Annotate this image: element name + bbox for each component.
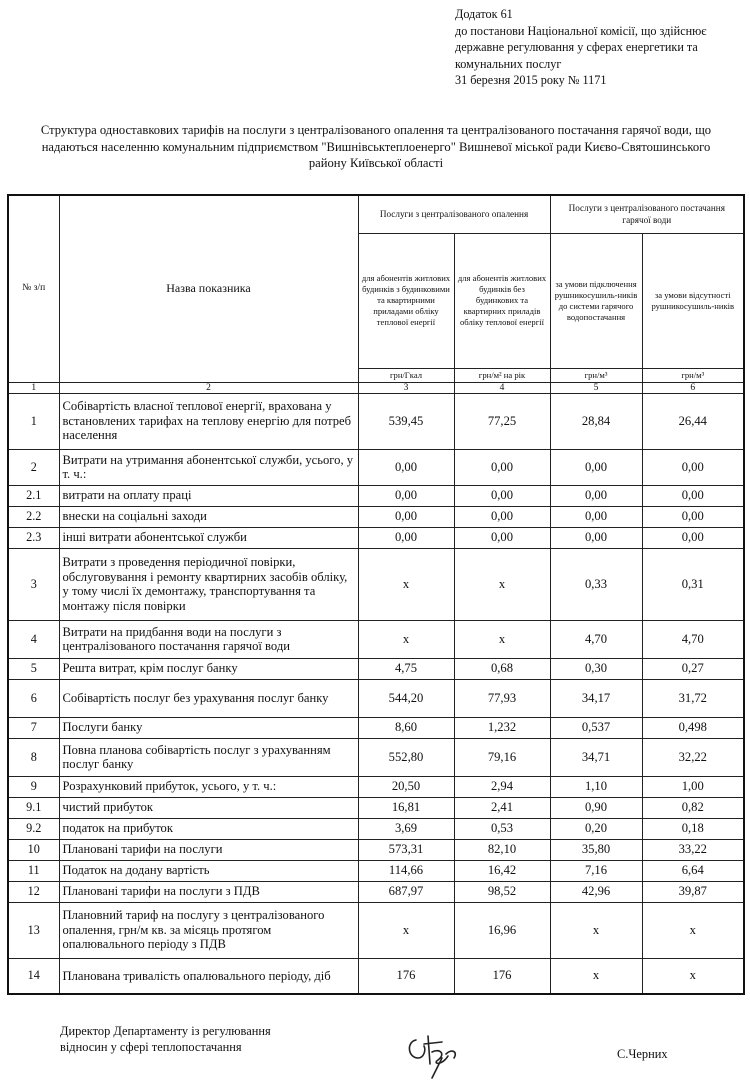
annex-block xyxy=(455,6,745,89)
value-hotwater-with-dryers: 34,71 xyxy=(550,738,642,776)
row-indicator-name: чистий прибуток xyxy=(59,797,358,818)
value-heating-unmetered: 2,94 xyxy=(454,776,550,797)
row-number: 14 xyxy=(8,958,59,994)
column-number: 4 xyxy=(454,382,550,393)
value-heating-unmetered: 0,00 xyxy=(454,449,550,485)
table-row xyxy=(8,548,744,620)
row-number: 4 xyxy=(8,620,59,658)
value-heating-metered: 552,80 xyxy=(358,738,454,776)
value-hotwater-without-dryers: 32,22 xyxy=(642,738,744,776)
value-hotwater-without-dryers: 26,44 xyxy=(642,393,744,449)
column-number: 1 xyxy=(8,382,59,393)
row-indicator-name: Собівартість послуг без урахування послуг банку xyxy=(59,679,358,717)
column-number: 3 xyxy=(358,382,454,393)
value-hotwater-without-dryers: 0,00 xyxy=(642,485,744,506)
value-hotwater-with-dryers: 0,20 xyxy=(550,818,642,839)
value-hotwater-without-dryers: 6,64 xyxy=(642,860,744,881)
row-number: 13 xyxy=(8,902,59,958)
signature-title-line-1: Директор Департаменту із регулювання xyxy=(60,1024,271,1038)
table-row xyxy=(8,776,744,797)
header-sub-5: за умови підключення рушникосушиль-ників до системи гарячого водопостачання xyxy=(550,233,642,368)
row-number: 8 xyxy=(8,738,59,776)
row-number: 10 xyxy=(8,839,59,860)
value-hotwater-with-dryers: 0,537 xyxy=(550,717,642,738)
table-row xyxy=(8,839,744,860)
row-number: 12 xyxy=(8,881,59,902)
value-heating-metered: x xyxy=(358,548,454,620)
value-hotwater-without-dryers: 31,72 xyxy=(642,679,744,717)
row-indicator-name: податок на прибуток xyxy=(59,818,358,839)
row-number: 2 xyxy=(8,449,59,485)
row-indicator-name: Плановані тарифи на послуги xyxy=(59,839,358,860)
value-heating-metered: 573,31 xyxy=(358,839,454,860)
row-indicator-name: Витрати на утримання абонентської служби, усього, у т. ч.: xyxy=(59,449,358,485)
row-indicator-name: Плановані тарифи на послуги з ПДВ xyxy=(59,881,358,902)
value-hotwater-with-dryers: 42,96 xyxy=(550,881,642,902)
value-heating-metered: 4,75 xyxy=(358,658,454,679)
value-heating-metered: 539,45 xyxy=(358,393,454,449)
value-heating-metered: 8,60 xyxy=(358,717,454,738)
value-hotwater-with-dryers: 0,90 xyxy=(550,797,642,818)
table-row xyxy=(8,881,744,902)
row-number: 2.2 xyxy=(8,506,59,527)
value-heating-metered: 20,50 xyxy=(358,776,454,797)
column-number-row xyxy=(8,382,744,393)
table-row xyxy=(8,485,744,506)
row-indicator-name: Послуги банку xyxy=(59,717,358,738)
value-hotwater-with-dryers: 0,00 xyxy=(550,506,642,527)
row-indicator-name: Повна планова собівартість послуг з урахуванням послуг банку xyxy=(59,738,358,776)
header-col-num: № з/п xyxy=(8,195,59,382)
table-row xyxy=(8,860,744,881)
value-hotwater-without-dryers: 4,70 xyxy=(642,620,744,658)
table-row xyxy=(8,902,744,958)
row-number: 2.1 xyxy=(8,485,59,506)
header-unit-5: грн/м³ xyxy=(550,368,642,382)
title-line-3: району Київської області xyxy=(308,156,444,170)
value-heating-unmetered: 2,41 xyxy=(454,797,550,818)
value-hotwater-with-dryers: 4,70 xyxy=(550,620,642,658)
value-heating-metered: 0,00 xyxy=(358,506,454,527)
row-indicator-name: Планована тривалість опалювального періоду, діб xyxy=(59,958,358,994)
value-heating-unmetered: x xyxy=(454,548,550,620)
value-hotwater-without-dryers: 39,87 xyxy=(642,881,744,902)
value-heating-metered: 0,00 xyxy=(358,449,454,485)
row-indicator-name: Собівартість власної теплової енергії, врахована у встановлених тарифах на теплову енергію для потреб населення xyxy=(59,393,358,449)
value-heating-metered: 176 xyxy=(358,958,454,994)
header-group-heating: Послуги з централізованого опалення xyxy=(358,195,550,233)
value-hotwater-without-dryers: 0,31 xyxy=(642,548,744,620)
value-hotwater-without-dryers: 0,27 xyxy=(642,658,744,679)
value-heating-unmetered: 176 xyxy=(454,958,550,994)
column-number: 5 xyxy=(550,382,642,393)
row-number: 5 xyxy=(8,658,59,679)
table-row xyxy=(8,797,744,818)
row-number: 2.3 xyxy=(8,527,59,548)
value-heating-unmetered: 0,53 xyxy=(454,818,550,839)
header-sub-4: для абонентів житлових будинків без будинкових та квартирних приладів обліку теплової енергії xyxy=(454,233,550,368)
value-heating-unmetered: x xyxy=(454,620,550,658)
value-heating-metered: 0,00 xyxy=(358,527,454,548)
value-hotwater-without-dryers: 0,00 xyxy=(642,506,744,527)
row-number: 9 xyxy=(8,776,59,797)
value-heating-metered: 544,20 xyxy=(358,679,454,717)
value-heating-unmetered: 77,25 xyxy=(454,393,550,449)
value-hotwater-without-dryers: 33,22 xyxy=(642,839,744,860)
annex-line-3: державне регулювання у сферах енергетики та xyxy=(455,40,698,54)
row-number: 6 xyxy=(8,679,59,717)
value-hotwater-with-dryers: 28,84 xyxy=(550,393,642,449)
row-indicator-name: витрати на оплату праці xyxy=(59,485,358,506)
annex-line-2: до постанови Національної комісії, що здійснює xyxy=(455,23,707,38)
value-heating-metered: x xyxy=(358,620,454,658)
row-indicator-name: внески на соціальні заходи xyxy=(59,506,358,527)
value-heating-metered: 687,97 xyxy=(358,881,454,902)
table-row xyxy=(8,958,744,994)
value-heating-unmetered: 0,00 xyxy=(454,485,550,506)
value-hotwater-without-dryers: 0,498 xyxy=(642,717,744,738)
value-heating-metered: 0,00 xyxy=(358,485,454,506)
value-heating-unmetered: 98,52 xyxy=(454,881,550,902)
value-heating-metered: 16,81 xyxy=(358,797,454,818)
signer-name: С.Черних xyxy=(617,1047,668,1061)
value-hotwater-without-dryers: 0,82 xyxy=(642,797,744,818)
row-indicator-name: Витрати на придбання води на послуги з централізованого постачання гарячої води xyxy=(59,620,358,658)
table-row xyxy=(8,658,744,679)
table-body xyxy=(8,393,744,994)
value-hotwater-without-dryers: 1,00 xyxy=(642,776,744,797)
value-heating-unmetered: 0,00 xyxy=(454,506,550,527)
header-unit-4: грн/м² на рік xyxy=(454,368,550,382)
table-row xyxy=(8,738,744,776)
value-hotwater-with-dryers: 0,30 xyxy=(550,658,642,679)
title-line-1: Структура одноставкових тарифів на послуги з централізованого опалення та централізованого постачання гарячої води, що xyxy=(40,123,712,137)
row-indicator-name: інші витрати абонентської служби xyxy=(59,527,358,548)
row-indicator-name: Розрахунковий прибуток, усього, у т. ч.: xyxy=(59,776,358,797)
value-hotwater-with-dryers: 0,33 xyxy=(550,548,642,620)
value-heating-unmetered: 77,93 xyxy=(454,679,550,717)
value-heating-unmetered: 0,68 xyxy=(454,658,550,679)
value-hotwater-without-dryers: x xyxy=(642,958,744,994)
row-number: 9.1 xyxy=(8,797,59,818)
value-heating-metered: x xyxy=(358,902,454,958)
header-sub-3: для абонентів житлових будинків з будинковими та квартирними приладами обліку теплової енергії xyxy=(358,233,454,368)
row-indicator-name: Податок на додану вартість xyxy=(59,860,358,881)
value-hotwater-with-dryers: 0,00 xyxy=(550,527,642,548)
title-line-2: надаються населенню комунальним підприємством "Вишнівськтеплоенерго" Вишневої міської ради Києво-Святошинського xyxy=(41,139,711,154)
value-hotwater-with-dryers: 7,16 xyxy=(550,860,642,881)
value-hotwater-without-dryers: 0,18 xyxy=(642,818,744,839)
table-row xyxy=(8,393,744,449)
value-hotwater-without-dryers: 0,00 xyxy=(642,449,744,485)
table-row xyxy=(8,506,744,527)
signature-title-line-2: відносин у сфері теплопостачання xyxy=(60,1040,242,1054)
table-row xyxy=(8,527,744,548)
value-heating-unmetered: 0,00 xyxy=(454,527,550,548)
row-indicator-name: Витрати з проведення періодичної повірки, обслуговування і ремонту квартирних засобів обліку, у тому числі їх демонтажу, транспортування та монтажу після повірки xyxy=(59,548,358,620)
signature-title xyxy=(60,1023,271,1055)
value-hotwater-without-dryers: x xyxy=(642,902,744,958)
row-number: 3 xyxy=(8,548,59,620)
tariff-table xyxy=(7,194,745,995)
row-indicator-name: Плановний тариф на послугу з централізованого опалення, грн/м кв. за місяць протягом опалювального періоду з ПДВ xyxy=(59,902,358,958)
value-heating-unmetered: 79,16 xyxy=(454,738,550,776)
value-heating-metered: 3,69 xyxy=(358,818,454,839)
annex-line-4: комунальних послуг xyxy=(455,56,562,71)
value-hotwater-with-dryers: 0,00 xyxy=(550,485,642,506)
value-heating-unmetered: 16,42 xyxy=(454,860,550,881)
value-hotwater-without-dryers: 0,00 xyxy=(642,527,744,548)
header-sub-6: за умови відсутності рушникосушиль-ників xyxy=(642,233,744,368)
handwritten-signature xyxy=(402,1028,472,1080)
value-heating-unmetered: 82,10 xyxy=(454,839,550,860)
value-hotwater-with-dryers: 1,10 xyxy=(550,776,642,797)
table-row xyxy=(8,818,744,839)
table-row xyxy=(8,620,744,658)
annex-line-1: Додаток 61 xyxy=(455,7,513,21)
row-number: 11 xyxy=(8,860,59,881)
value-heating-unmetered: 1,232 xyxy=(454,717,550,738)
table-row xyxy=(8,679,744,717)
row-number: 1 xyxy=(8,393,59,449)
value-hotwater-with-dryers: 34,17 xyxy=(550,679,642,717)
header-unit-6: грн/м³ xyxy=(642,368,744,382)
header-group-hotwater: Послуги з централізованого постачання гарячої води xyxy=(550,195,744,233)
table-row xyxy=(8,717,744,738)
header-col-name: Назва показника xyxy=(59,195,358,382)
document-title xyxy=(8,122,744,172)
value-hotwater-with-dryers: x xyxy=(550,958,642,994)
value-heating-metered: 114,66 xyxy=(358,860,454,881)
value-heating-unmetered: 16,96 xyxy=(454,902,550,958)
value-hotwater-with-dryers: x xyxy=(550,902,642,958)
row-indicator-name: Решта витрат, крім послуг банку xyxy=(59,658,358,679)
table-row xyxy=(8,449,744,485)
row-number: 7 xyxy=(8,717,59,738)
column-number: 6 xyxy=(642,382,744,393)
column-number: 2 xyxy=(59,382,358,393)
row-number: 9.2 xyxy=(8,818,59,839)
value-hotwater-with-dryers: 35,80 xyxy=(550,839,642,860)
value-hotwater-with-dryers: 0,00 xyxy=(550,449,642,485)
header-unit-3: грн/Гкал xyxy=(358,368,454,382)
annex-line-5: 31 березня 2015 року № 1171 xyxy=(455,73,607,87)
